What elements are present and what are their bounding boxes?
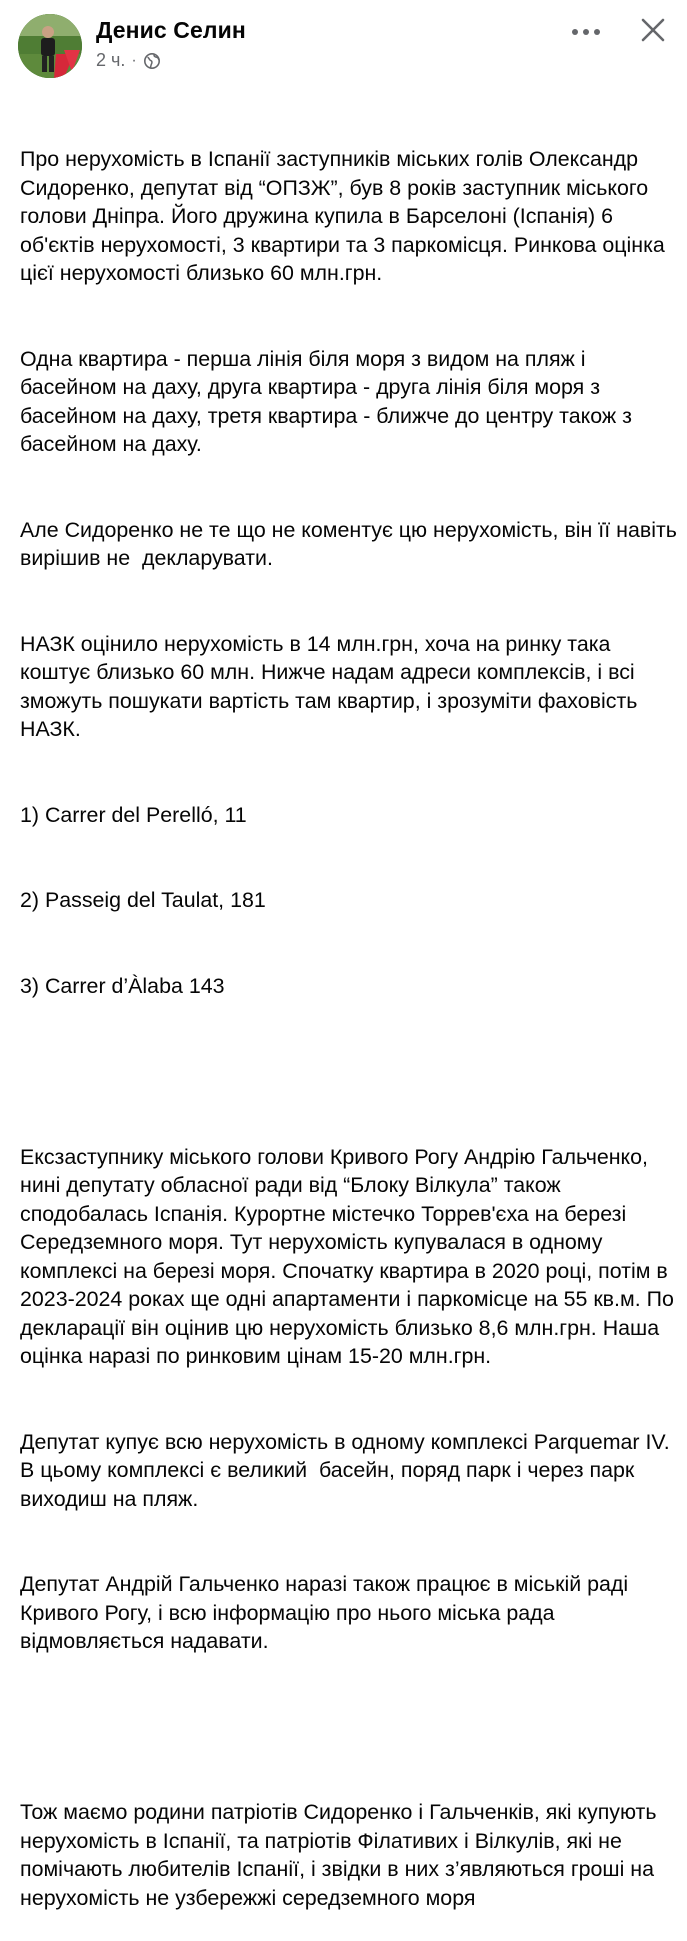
paragraph-gap	[20, 1057, 680, 1086]
post-body	[20, 88, 683, 1941]
post-paragraph: Депутат купує всю нерухомість в одному комплексі Parquemar IV. В цьому комплексі є великий басейн, поряд парк і через парк виходиш на пляж.	[20, 1429, 676, 1511]
close-button[interactable]	[638, 15, 668, 45]
post-paragraph: Але Сидоренко не те що не коментує цю нерухомість, він її навіть вирішив не декларувати.	[20, 517, 683, 570]
post-header	[0, 0, 687, 84]
address-item: 3) Carrer d’Àlaba 143	[20, 973, 225, 998]
post-paragraph: Депутат Андрій Гальченко наразі також працює в міській раді Кривого Рогу, і всю інформацію про нього міська рада відмовляється надавати.	[20, 1572, 635, 1653]
post-meta	[96, 50, 161, 71]
post-paragraph: Ексзаступнику міського голови Кривого Рогу Андрію Гальченко, нині депутату обласної ради від “Блоку Вілкула” також сподобалась Іспанія. Курортне містечко Торрев'єха на березі Середземного моря. Тут нерухомість купувалася в одному комплексі на березі моря. Спочатку квартира в 2020 році, потім в 2023-2024 роках ще одні апартаменти і паркомісце на 55 кв.м. По декларації він оцінив цю нерухомість близько 8,6 млн.грн. Наша оцінка наразі по ринковим цінам 15-20 млн.грн.	[20, 1144, 680, 1368]
meta-separator: ·	[131, 51, 137, 69]
globe-icon	[143, 52, 161, 70]
post-paragraph: Одна квартира - перша лінія біля моря з видом на пляж і басейном на даху, друга квартира - друга лінія біля моря з басейном на даху, третя квартира - ближче до центру також з басейном на даху.	[20, 346, 638, 456]
address-item: 2) Passeig del Taulat, 181	[20, 888, 266, 912]
post-paragraph: НАЗК оцінило нерухомість в 14 млн.грн, хоча на ринку така коштує близько 60 млн. Нижче надам адреси комплексів, і всі зможуть пошукати вартість там квартир, і зрозуміти фаховість НАЗК.	[20, 631, 644, 741]
paragraph-gap	[20, 1713, 680, 1742]
more-dots-icon	[572, 29, 578, 35]
avatar[interactable]	[18, 14, 82, 78]
more-options-button[interactable]	[568, 22, 604, 42]
close-icon	[638, 15, 668, 45]
post-time[interactable]: 2 ч.	[96, 50, 126, 70]
post-paragraph: Про нерухомість в Іспанії заступників міських голів Олександр Сидоренко, депутат від “ОПЗЖ”, був 8 років заступник міського голови Дніпра. Його дружина купила в Барселоні (Іспанія) 6 об'єктів нерухомості, 3 квартири та 3 паркомісця. Ринкова оцінка цієї нерухомості близько 60 млн.грн.	[20, 147, 671, 285]
author-name[interactable]: Денис Селин	[96, 17, 246, 43]
address-item: 1) Carrer del Perelló, 11	[20, 802, 247, 827]
post-paragraph: Тож маємо родини патріотів Сидоренко і Гальченків, які купують нерухомість в Іспанії, та патріотів Філативих і Вілкулів, які не помічають любителів Іспанії, і звідки в них з’являються гроші на нерухомість не узбережжі середземного моря	[20, 1800, 663, 1910]
